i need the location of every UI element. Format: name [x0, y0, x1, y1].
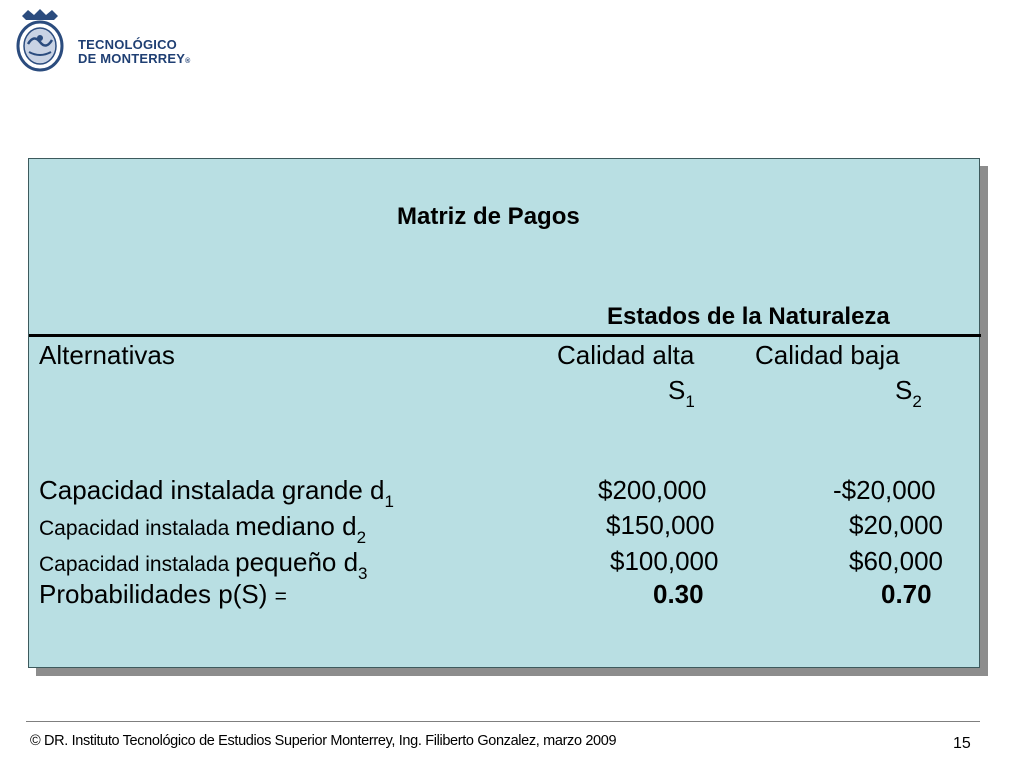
institution-logo	[14, 8, 194, 74]
probability-2: 0.70	[881, 579, 932, 609]
logo-line-2-text: DE MONTERREY	[78, 51, 186, 66]
alternatives-label: Alternativas	[39, 340, 175, 370]
row-1-payoff-2: -$20,000	[833, 475, 936, 505]
row-1-label-text: Capacidad instalada grande d	[39, 475, 385, 505]
matrix-title: Matriz de Pagos	[397, 203, 580, 230]
row-3-payoff-1: $100,000	[610, 546, 719, 576]
state2-symbol	[895, 375, 922, 411]
row-3-subscript: 3	[358, 564, 368, 583]
row-3-label-big: pequeño d	[235, 547, 359, 577]
state2-symbol-text: S	[895, 375, 913, 405]
state2-subscript: 2	[912, 392, 922, 411]
state2-label: Calidad baja	[755, 340, 900, 370]
probabilities-equals: =	[274, 585, 287, 608]
row-2-payoff-1: $150,000	[606, 510, 715, 540]
row-2-label-big: mediano d	[235, 511, 357, 541]
page-number: 15	[953, 735, 971, 752]
probabilities-label-text: Probabilidades p(S)	[39, 579, 275, 609]
header-divider	[29, 334, 981, 337]
logo-line-2	[78, 52, 208, 69]
row-2-payoff-2: $20,000	[849, 510, 943, 540]
row-3-label	[39, 547, 368, 583]
footer-copyright: © DR. Instituto Tecnológico de Estudios Superior Monterrey, Ing. Filiberto Gonzalez, marzo 2009	[30, 733, 617, 749]
row-1-label	[39, 475, 394, 511]
row-2-label-small: Capacidad instalada	[39, 517, 236, 540]
row-3-label-small: Capacidad instalada	[39, 553, 236, 576]
row-2-label	[39, 511, 367, 547]
state1-label: Calidad alta	[557, 340, 695, 370]
probability-1: 0.30	[653, 579, 704, 609]
seal-icon	[14, 8, 66, 72]
footer-divider	[26, 721, 980, 722]
payoff-matrix-box	[28, 158, 980, 668]
logo-line-1: TECNOLÓGICO	[78, 37, 177, 52]
probabilities-label	[39, 579, 287, 610]
state1-subscript: 1	[685, 392, 695, 411]
state1-symbol-text: S	[668, 375, 686, 405]
logo-wordmark	[78, 38, 208, 69]
states-of-nature-header: Estados de la Naturaleza	[607, 303, 890, 330]
row-3-payoff-2: $60,000	[849, 546, 943, 576]
row-1-subscript: 1	[384, 492, 394, 511]
row-2-subscript: 2	[356, 528, 367, 547]
row-1-payoff-1: $200,000	[598, 475, 707, 505]
state1-symbol	[668, 375, 695, 411]
logo-registered-mark: ®	[185, 58, 191, 65]
